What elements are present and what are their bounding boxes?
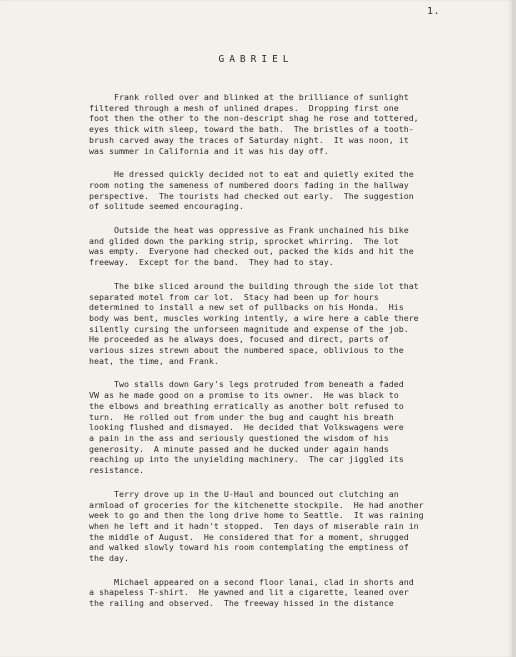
- story-body: [89, 92, 429, 622]
- page-edge-shadow: [512, 0, 516, 657]
- story-title: GABRIEL: [218, 54, 294, 65]
- paragraph: He dressed quickly decided not to eat and quietly exited the room noting the sameness of numbered doors fading in the hallway perspective. The tourists had checked out early. The suggestion of solitude seemed encouraging.: [89, 169, 414, 212]
- paragraph: Terry drove up in the U-Haul and bounced out clutching an armload of groceries for the kitchenette stockpile. He had another week to go and then the long drive home to Seattle. It was raining when he left and it hadn't stopped. Ten days of miserable rain in the middle of August. He considered that for a moment, shrugged and walked slowly toward his room contemplating the emptiness of the day.: [89, 488, 424, 564]
- paragraph: The bike sliced around the building through the side lot that separated motel from car lot. Stacy had been up for hours determined to install a new set of pullbacks on his Honda. His body was bent, muscles working intently, a wire here a cable there silently cursing the unforseen magnitude and expense of the job. He proceeded as he always does, focused and direct, parts of various sizes strewn about the numbered space, oblivious to the heat, the time, and Frank.: [89, 280, 419, 366]
- paragraph: Michael appeared on a second floor lanai, clad in shorts and a shapeless T-shirt. He yawned and lit a cigarette, leaned over the railing and observed. The freeway hissed in the distance: [89, 576, 414, 609]
- paragraph: Outside the heat was oppressive as Frank unchained his bike and glided down the parking strip, sprocket whirring. The lot was empty. Everyone had checked out, packed the kids and hit the freeway. Except for the band. They had to stay.: [89, 225, 414, 268]
- paragraph: Frank rolled over and blinked at the brilliance of sunlight filtered through a mesh of unlined drapes. Dropping first one foot then the other to the non-descript shag he rose and tottered, eyes thick with sleep, toward the bath. The bristles of a tooth- brush carved away the traces of Saturday night. It was noon, it was summer in California and it was his day off.: [89, 92, 419, 156]
- page-number: 1.: [427, 6, 441, 17]
- paragraph: Two stalls down Gary's legs protruded from beneath a faded VW as he made good on a promise to its owner. He was black to the elbows and breathing erratically as another bolt refused to turn. He rolled out from under the bug and caught his breath looking flushed and dismayed. He decided that Volkswagens were a pain in the ass and seriously questioned the wisdom of his generosity. A minute passed and he ducked under again hands reaching up into the unyielding machinery. The car jiggled its resistance.: [89, 379, 404, 476]
